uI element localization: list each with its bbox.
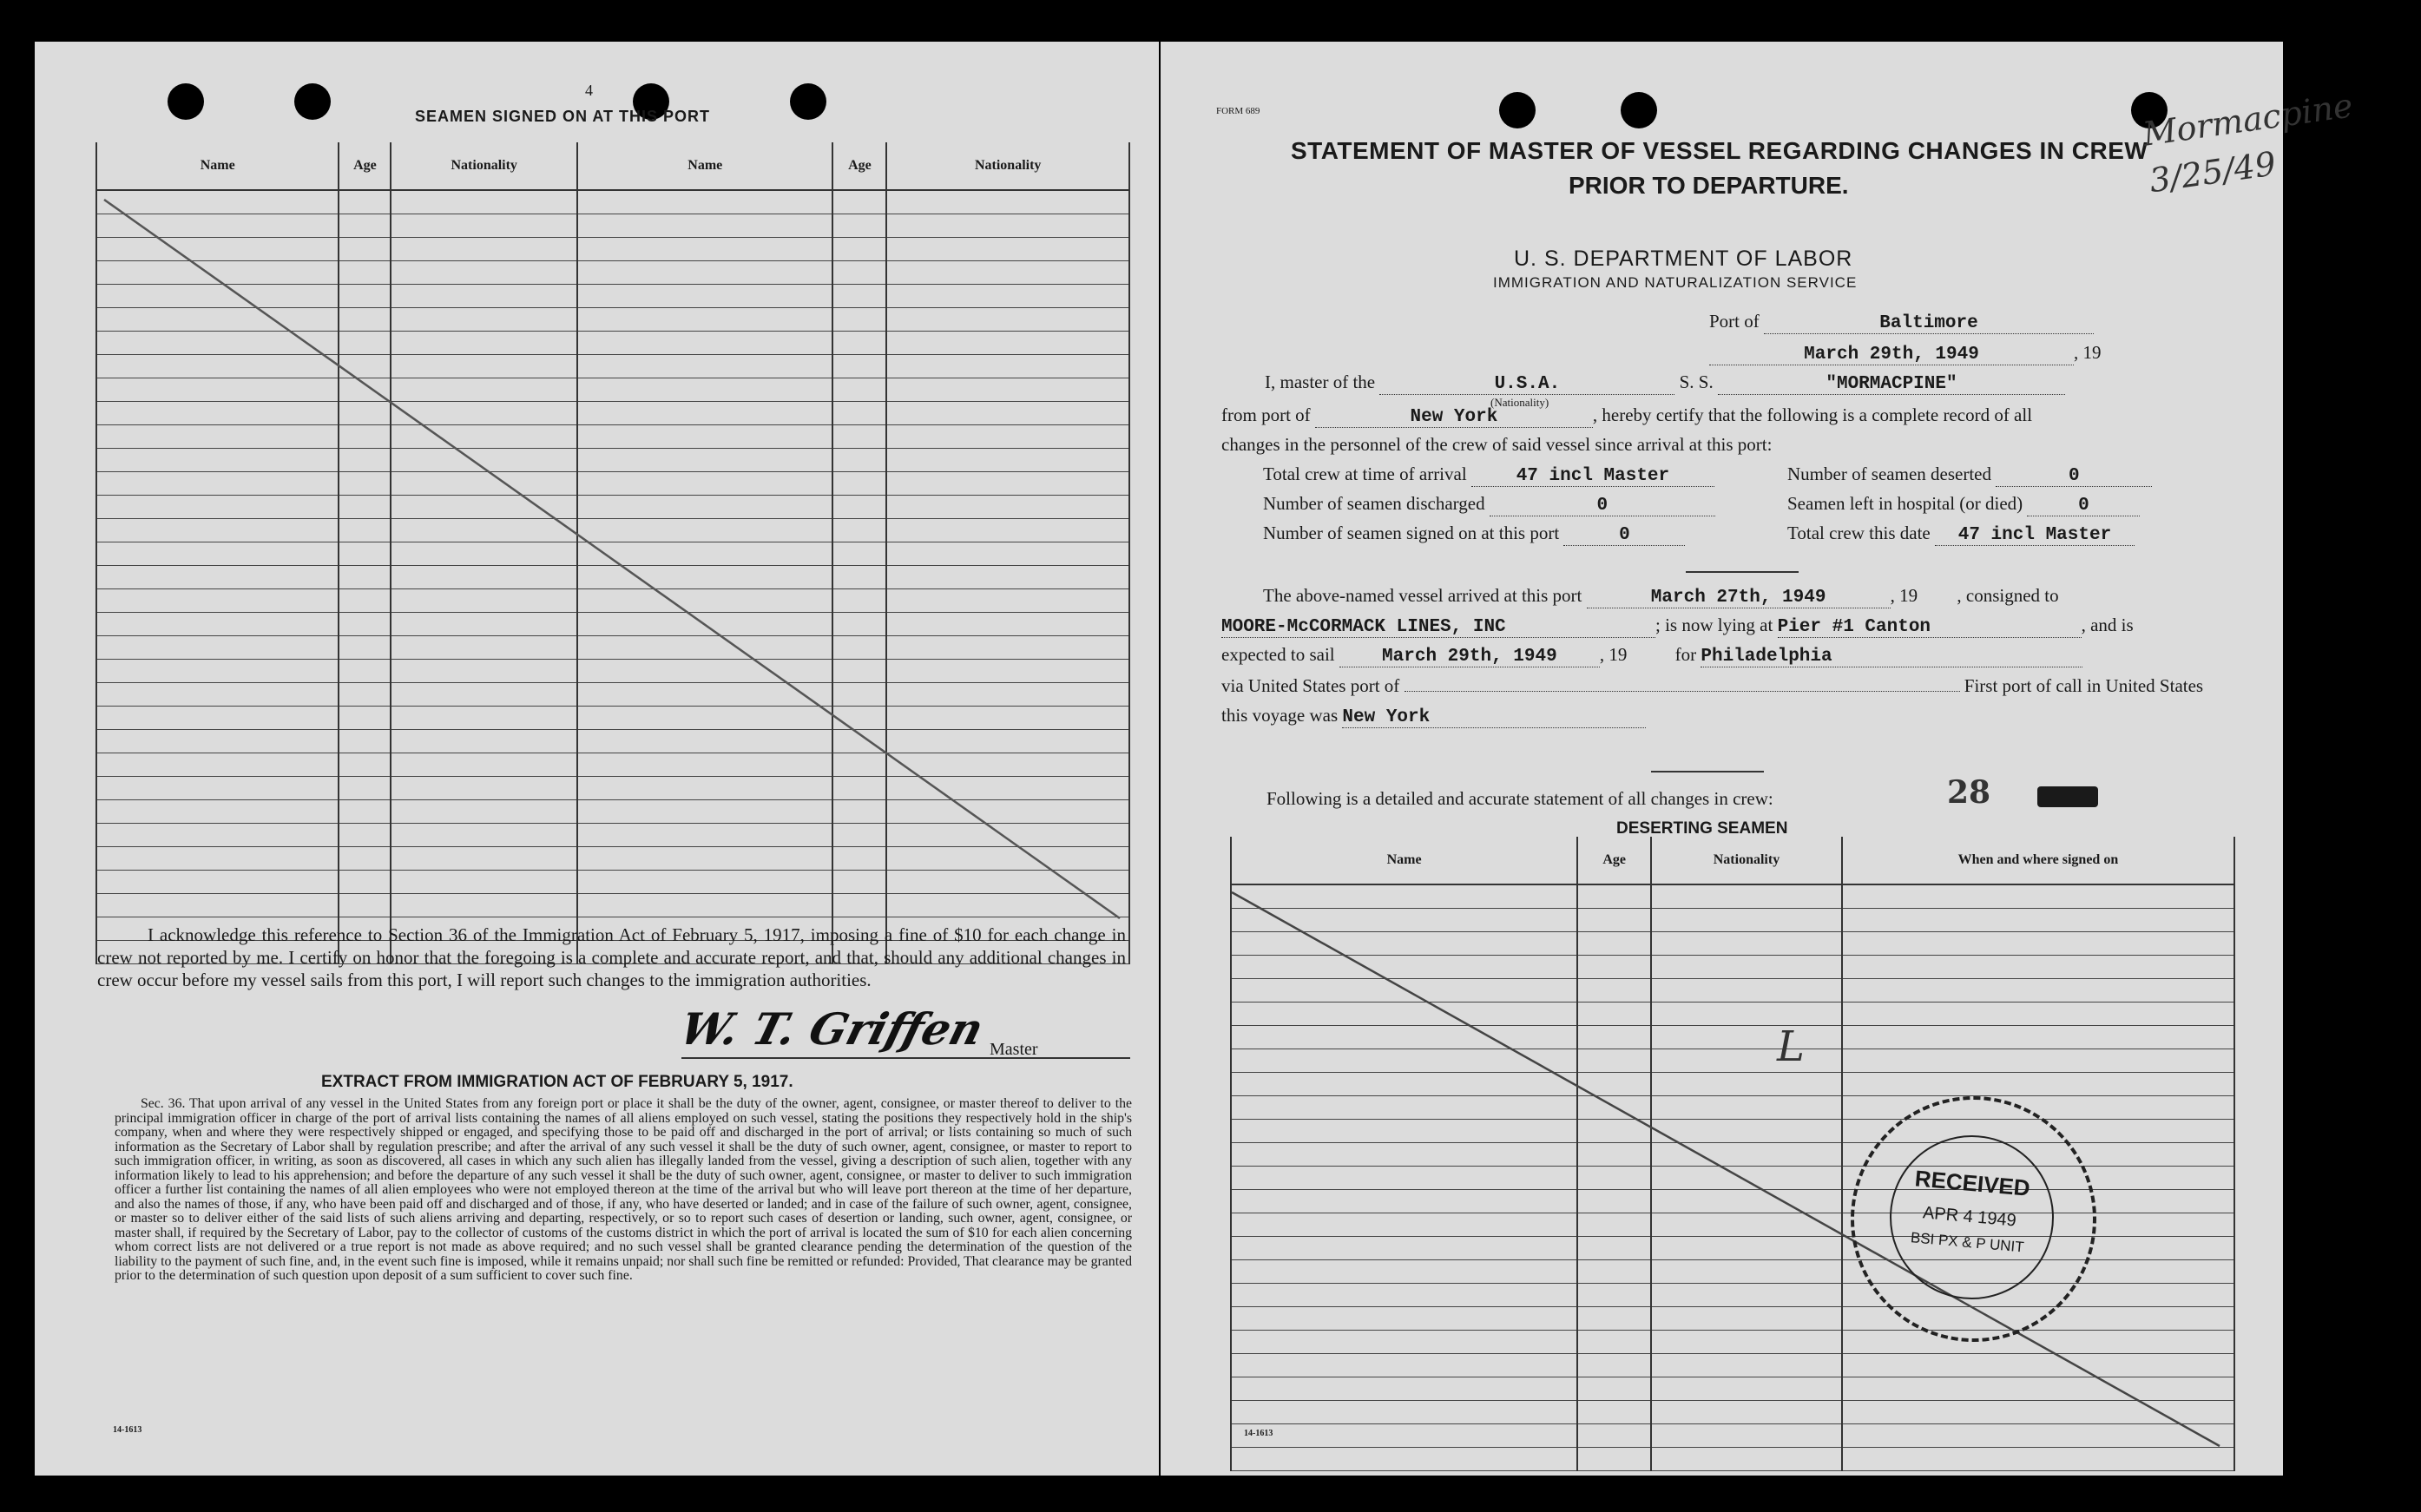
- date-value: March 29th, 1949: [1709, 345, 2074, 365]
- for-label: for: [1674, 644, 1697, 665]
- extract-title: EXTRACT FROM IMMIGRATION ACT OF FEBRUARY 5, 1917.: [321, 1073, 793, 1091]
- master-line: [1265, 371, 2065, 395]
- discharged-field: [1263, 493, 1715, 516]
- form-title: STATEMENT OF MASTER OF VESSEL REGARDING CHANGES IN CREW: [1291, 137, 2148, 164]
- total-arrival-field: [1263, 463, 1714, 487]
- arrived-line: The above-named vessel arrived at this port March 27th, 1949 , 19 , consigned to: [1263, 585, 2059, 608]
- divider: [1651, 771, 1764, 772]
- expected-label: expected to sail: [1221, 644, 1335, 665]
- section-heading: SEAMEN SIGNED ON AT THIS PORT: [415, 108, 711, 125]
- cancellation-line: [95, 198, 1130, 923]
- expected-line: expected to sail March 29th, 1949 , 19 for Philadelphia: [1221, 644, 2082, 667]
- scribble-mark: [2037, 786, 2098, 807]
- ss-label: S. S.: [1679, 371, 1714, 392]
- signed-on-label: Number of seamen signed on at this port: [1263, 523, 1560, 543]
- and-is-label: , and is: [2081, 615, 2134, 635]
- discharged-label: Number of seamen discharged: [1263, 493, 1485, 514]
- deserted-label: Number of seamen deserted: [1787, 463, 1991, 484]
- nationality-caption: (Nationality): [1490, 396, 1549, 409]
- punch-hole: [790, 83, 826, 120]
- from-port-line: [1221, 404, 2032, 428]
- total-date-label: Total crew this date: [1787, 523, 1931, 543]
- via-line: [1221, 675, 2203, 697]
- date-suffix: , 19: [2074, 342, 2102, 363]
- first-port-label: First port of call in United States: [1964, 675, 2204, 696]
- total-arrival-value: 47 incl Master: [1471, 466, 1714, 487]
- port-value: Baltimore: [1764, 313, 2094, 334]
- discharged-value: 0: [1490, 496, 1715, 516]
- nationality-value: U.S.A.: [1379, 374, 1674, 395]
- crew-count-handwritten: 28: [1947, 774, 1991, 811]
- changes-text: changes in the personnel of the crew of said vessel since arrival at this port:: [1221, 434, 1773, 455]
- department-name: U. S. DEPARTMENT OF LABOR: [1514, 247, 1853, 271]
- date-field: [1709, 342, 2102, 365]
- master-label: Master: [990, 1040, 1038, 1059]
- port-field: [1709, 311, 2094, 334]
- received-date: APR 4 1949: [1922, 1203, 2017, 1231]
- master-signature: W. T. Griffen: [674, 1003, 990, 1055]
- expected-value: March 29th, 1949: [1339, 647, 1600, 667]
- page-number: 4: [585, 82, 593, 99]
- voyage-value: New York: [1342, 707, 1646, 728]
- column-header-name: Name: [1231, 837, 1577, 884]
- column-header-age: Age: [832, 142, 886, 190]
- hospital-label: Seamen left in hospital (or died): [1787, 493, 2023, 514]
- form-code: 14-1613: [1244, 1429, 1273, 1438]
- received-unit: BSI PX & P UNIT: [1910, 1229, 2025, 1256]
- consignee-line: [1221, 615, 2134, 638]
- column-header-nationality: Nationality: [1651, 837, 1842, 884]
- punch-hole: [294, 83, 331, 120]
- column-header-signed-on: When and where signed on: [1842, 837, 2234, 884]
- punch-hole: [1621, 92, 1657, 128]
- punch-hole: [168, 83, 204, 120]
- right-page: [1161, 42, 2355, 1476]
- received-word: RECEIVED: [1913, 1165, 2031, 1201]
- signed-on-value: 0: [1563, 525, 1685, 546]
- column-header-age: Age: [339, 142, 391, 190]
- hospital-field: [1787, 493, 2140, 516]
- deserted-value: 0: [1996, 466, 2152, 487]
- master-of-label: I, master of the: [1265, 371, 1376, 392]
- hospital-value: 0: [2027, 496, 2140, 516]
- handwritten-mark: L: [1777, 1022, 1805, 1071]
- lying-label: ; is now lying at: [1655, 615, 1773, 635]
- column-header-name: Name: [96, 142, 339, 190]
- form-code: 14-1613: [113, 1425, 142, 1435]
- column-header-nationality: Nationality: [886, 142, 1129, 190]
- from-port-label: from port of: [1221, 404, 1311, 425]
- received-stamp-text: [1891, 1164, 2049, 1259]
- punch-hole: [1499, 92, 1536, 128]
- divider: [1686, 571, 1799, 573]
- voyage-line: [1221, 705, 1646, 728]
- form-id: FORM 689: [1216, 106, 1260, 116]
- total-arrival-label: Total crew at time of arrival: [1263, 463, 1467, 484]
- voyage-label: this voyage was: [1221, 705, 1339, 726]
- certify-text: , hereby certify that the following is a complete record of all: [1592, 404, 2033, 425]
- signed-on-field: [1263, 523, 1685, 546]
- from-port-value: New York: [1315, 407, 1593, 428]
- lying-value: Pier #1 Canton: [1778, 617, 2082, 638]
- vessel-value: "MORMACPINE": [1718, 374, 2065, 395]
- handwritten-note: Mormacpine 3/25/49: [2140, 86, 2355, 201]
- deserting-seamen-title: DESERTING SEAMEN: [1616, 819, 1788, 838]
- for-value: Philadelphia: [1701, 647, 2082, 667]
- consigned-label: , consigned to: [1957, 585, 2059, 606]
- consignee-value: MOORE-McCORMACK LINES, INC: [1221, 617, 1655, 638]
- following-text: Following is a detailed and accurate statement of all changes in crew:: [1266, 788, 1773, 809]
- column-header-age: Age: [1577, 837, 1651, 884]
- arrived-value: March 27th, 1949: [1587, 588, 1891, 608]
- total-date-field: [1787, 523, 2135, 546]
- total-date-value: 47 incl Master: [1935, 525, 2135, 546]
- service-name: IMMIGRATION AND NATURALIZATION SERVICE: [1493, 274, 1858, 291]
- extract-text: Sec. 36. That upon arrival of any vessel in the United States from any foreign port or place it shall be the duty of the owner, agent, consignee, or master thereof to deliver to the principal immigration officer in charge of the port of arrival lists containing the names of all aliens employed on such vessel, stating the positions they respectively hold in the ship's company, when and where they were respectively shipped or engaged, and specifying those to be paid off and discharged in the port of arrival; or lists containing so much of such information as the Secretary of Labor shall by regulation prescribe; and after the arrival of any such vessel it shall be the duty of such owner, agent, consignee, or master to report to such immigration officer, in writing, as soon as discovered, all cases in which any such alien has illegally landed from the vessel, giving a description of such alien, together with any information likely to lead to his apprehension; and before the departure of any such vessel it shall be the duty of such owner, agent, consignee, or master to deliver to such immigration officer a further list containing the names of all alien employees who were not employed thereon at the time of the arrival but who will leave port thereon at the time of her departure, and also the names of those, if any, who have been paid off and discharged and of those, if any, who have deserted or landed; and in case of the failure of such owner, agent, consignee, or master so to deliver either of the said lists of such aliens arriving and departing, respectively, or so to report such cases of desertion or landing, such owner, agent, consignee, or master shall, if required by the Secretary of Labor, pay to the collector of customs of the customs district in which the port of arrival is located the sum of $10 for each alien concerning whom correct lists are not delivered or a true report is not made as above required; and no such vessel shall be granted clearance pending the determination of the question of the liability to the payment of such fine, and, in the event such fine is imposed, while it remains unpaid; nor shall such fine be remitted or refunded: Provided, That clearance may be granted prior to the determination of such question upon deposit of a sum sufficient to cover such fine.: [115, 1096, 1132, 1283]
- via-label: via United States port of: [1221, 675, 1400, 696]
- signature-line: [681, 1057, 1130, 1059]
- column-header-nationality: Nationality: [391, 142, 577, 190]
- left-page: [35, 42, 1159, 1476]
- port-label: Port of: [1709, 311, 1760, 332]
- deserted-field: [1787, 463, 2152, 487]
- form-subtitle: PRIOR TO DEPARTURE.: [1569, 172, 1849, 199]
- certification-text: I acknowledge this reference to Section 36 of the Immigration Act of February 5, 1917, imposing a fine of $10 for each change in crew not reported by me. I certify on honor that the foregoing is a complete and accurate report, and that, should any additional changes in crew occur before my vessel sails from this port, I will report such changes to the immigration authorities.: [97, 924, 1126, 990]
- arrived-label: The above-named vessel arrived at this port: [1263, 585, 1582, 606]
- column-header-name: Name: [577, 142, 832, 190]
